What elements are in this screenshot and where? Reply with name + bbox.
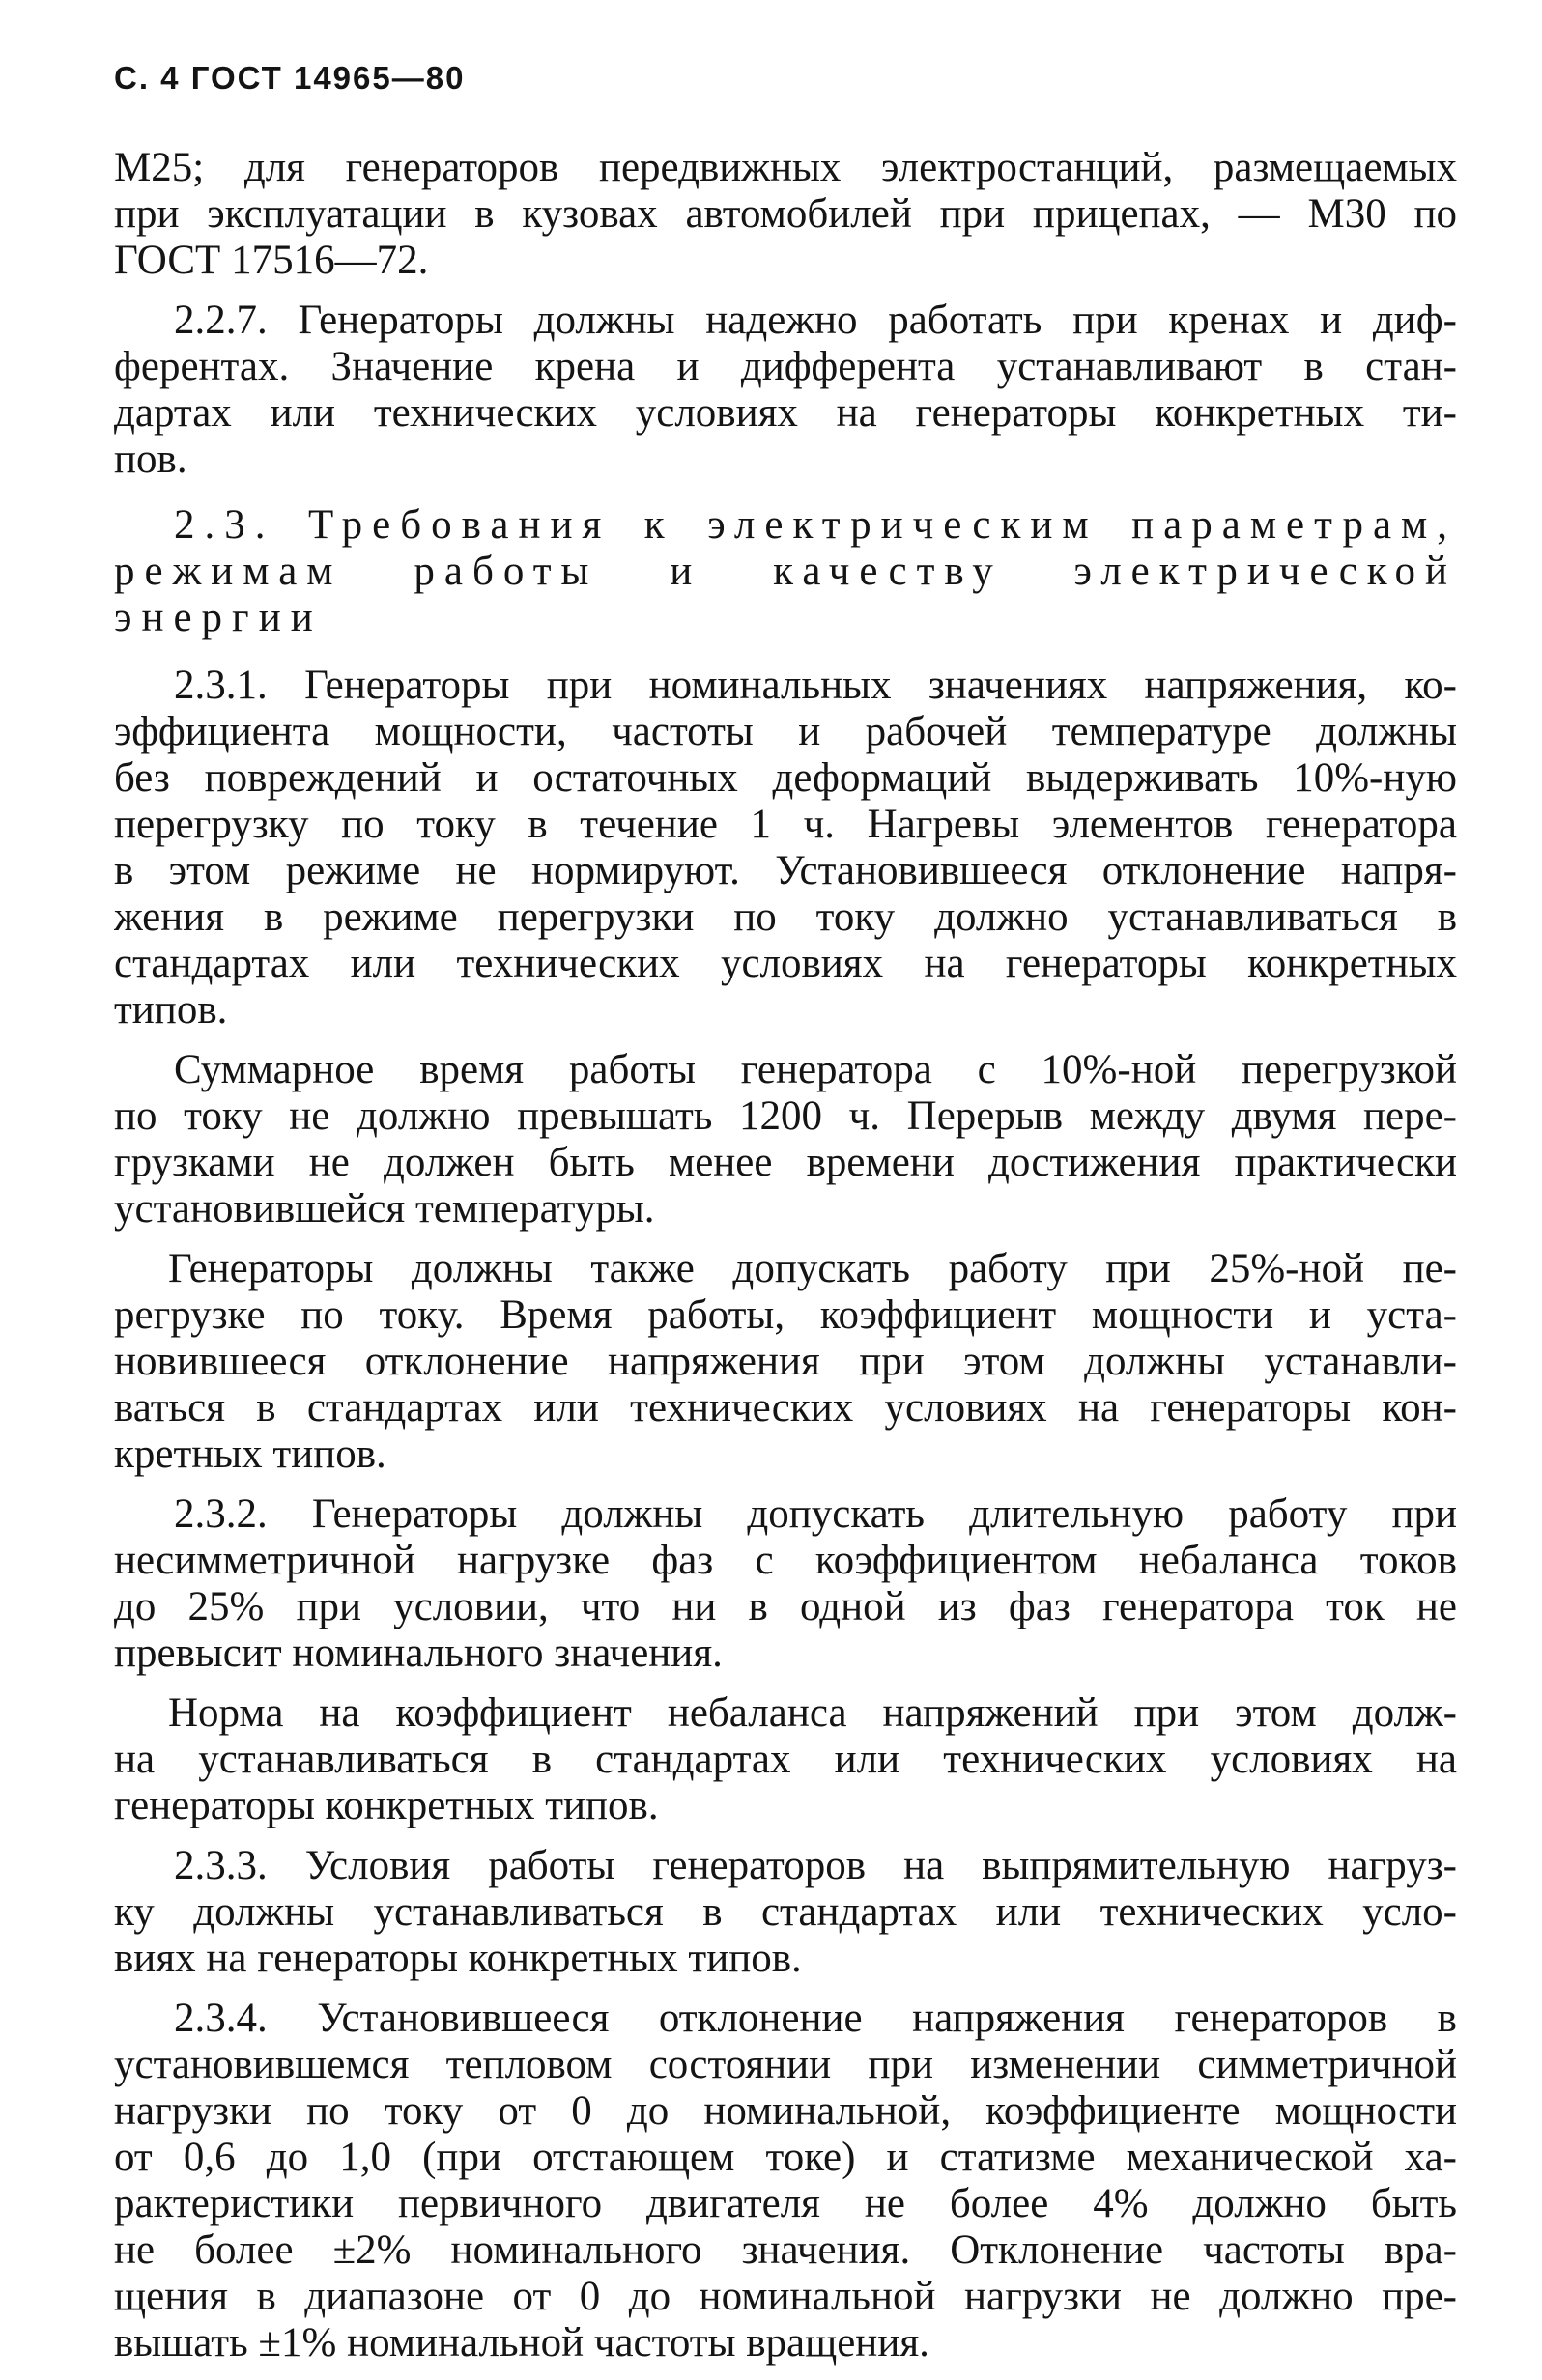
paragraph-25-overload — [114, 1246, 1457, 1478]
paragraph-voltage-imbalance — [114, 1690, 1457, 1829]
text-line: по току не должно превышать 1200 ч. Перерыв между двумя пере- — [114, 1093, 1457, 1139]
text-line: рактеристики первичного двигателя не более 4% должно быть — [114, 2181, 1457, 2226]
paragraph-2-3-1 — [114, 663, 1457, 1034]
text-line: Суммарное время работы генератора с 10%-ной перегрузкой — [174, 1047, 1457, 1092]
text-line: до 25% при условии, что ни в одной из фаз генератора ток не — [114, 1584, 1457, 1629]
text-line: пов. — [114, 437, 187, 482]
paragraph-m25 — [114, 145, 1457, 284]
text-line: виях на генераторы конкретных типов. — [114, 1936, 802, 1981]
paragraph-2-2-7 — [114, 298, 1457, 483]
text-line: установившемся тепловом состоянии при изменении симметричной — [114, 2042, 1457, 2087]
paragraph-2-3-4 — [114, 1996, 1457, 2366]
heading-line: энергии — [114, 595, 323, 640]
text-line: не более ±2% номинального значения. Отклонение частоты вра- — [114, 2227, 1457, 2273]
text-line: вышать ±1% номинальной частоты вращения. — [114, 2320, 929, 2366]
text-line: М25; для генераторов передвижных электростанций, размещаемых — [114, 145, 1457, 190]
text-line: стандартах или технических условиях на генераторы конкретных — [114, 941, 1457, 986]
text-line: 2.3.1. Генераторы при номинальных значениях напряжения, ко- — [174, 663, 1457, 708]
text-line: в этом режиме не нормируют. Установившееся отклонение напря- — [114, 848, 1457, 893]
text-line: ферентах. Значение крена и дифферента устанавливают в стан- — [114, 344, 1457, 389]
section-heading-2-3 — [114, 502, 1457, 641]
paragraph-overload-time — [114, 1047, 1457, 1232]
page-header: С. 4 ГОСТ 14965—80 — [114, 60, 466, 96]
text-line: регрузке по току. Время работы, коэффициент мощности и уста- — [114, 1292, 1457, 1338]
text-line: грузками не должен быть менее времени достижения практически — [114, 1140, 1457, 1185]
text-line: ваться в стандартах или технических условиях на генераторы кон- — [114, 1385, 1457, 1431]
text-line: кретных типов. — [114, 1431, 386, 1477]
paragraph-2-3-2 — [114, 1491, 1457, 1677]
text-line: Норма на коэффициент небаланса напряжений при этом долж- — [168, 1690, 1457, 1736]
text-line: при эксплуатации в кузовах автомобилей при прицепах, — М30 по — [114, 191, 1457, 237]
heading-line: 2.3. Требования к электрическим параметрам, — [174, 502, 1457, 548]
text-line: нагрузки по току от 0 до номинальной, коэффициенте мощности — [114, 2088, 1457, 2134]
text-line: ГОСТ 17516—72. — [114, 238, 429, 283]
text-line: несимметричной нагрузке фаз с коэффициентом небаланса токов — [114, 1538, 1457, 1583]
text-line: без повреждений и остаточных деформаций выдерживать 10%-ную — [114, 755, 1457, 801]
text-line: установившейся температуры. — [114, 1186, 655, 1232]
text-line: щения в диапазоне от 0 до номинальной нагрузки не должно пре- — [114, 2274, 1457, 2319]
document-body — [114, 145, 1457, 2380]
text-line: жения в режиме перегрузки по току должно устанавливаться в — [114, 894, 1457, 940]
heading-line: режимам работы и качеству электрической — [114, 549, 1457, 594]
text-line: от 0,6 до 1,0 (при отстающем токе) и статизме механической ха- — [114, 2135, 1457, 2180]
text-line: 2.2.7. Генераторы должны надежно работать при кренах и диф- — [174, 298, 1457, 343]
text-line: новившееся отклонение напряжения при этом должны устанавли- — [114, 1339, 1457, 1384]
text-line: типов. — [114, 987, 228, 1033]
paragraph-2-3-3 — [114, 1843, 1457, 1982]
text-line: 2.3.2. Генераторы должны допускать длительную работу при — [174, 1491, 1457, 1537]
text-line: на устанавливаться в стандартах или технических условиях на — [114, 1737, 1457, 1782]
text-line: дартах или технических условиях на генераторы конкретных ти- — [114, 390, 1457, 436]
text-line: ку должны устанавливаться в стандартах или технических усло- — [114, 1889, 1457, 1935]
text-line: 2.3.4. Установившееся отклонение напряжения генераторов в — [174, 1996, 1457, 2041]
text-line: перегрузку по току в течение 1 ч. Нагревы элементов генератора — [114, 802, 1457, 847]
text-line: 2.3.3. Условия работы генераторов на выпрямительную нагруз- — [174, 1843, 1457, 1888]
text-line: эффициента мощности, частоты и рабочей температуре должны — [114, 709, 1457, 754]
text-line: генераторы конкретных типов. — [114, 1783, 659, 1828]
text-line: Генераторы должны также допускать работу при 25%-ной пе- — [168, 1246, 1457, 1291]
text-line: превысит номинального значения. — [114, 1630, 723, 1676]
